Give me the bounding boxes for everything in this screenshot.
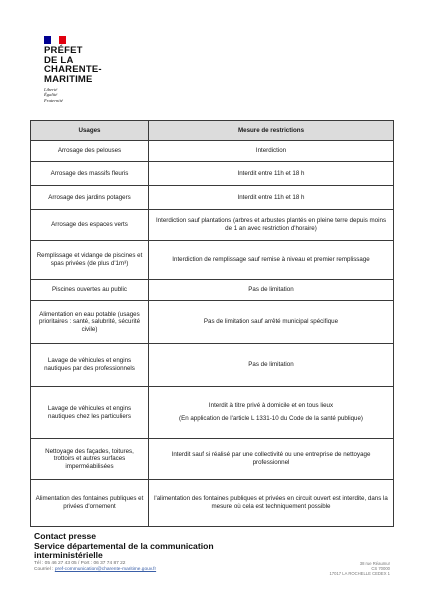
contact-service: Service départemental de la communication — [34, 540, 214, 551]
usage-cell: Alimentation en eau potable (usages prioritaires : santé, salubrité, sécurité civile) — [31, 301, 149, 344]
usage-cell: Alimentation des fontaines publiques et privées d'ornement — [31, 480, 149, 527]
motto-line: Liberté — [44, 87, 58, 92]
usage-cell: Piscines ouvertes au public — [31, 280, 149, 301]
measure-cell — [149, 387, 394, 439]
measure-cell: l'alimentation des fontaines publiques et privées en circuit ouvert est interdite, dans la mesure où cela est techniquement possible — [149, 480, 394, 527]
usage-cell: Arrosage des espaces verts — [31, 210, 149, 241]
motto-line: Fraternité — [44, 97, 63, 103]
prefecture-address — [329, 561, 390, 577]
header-usages: Usages — [31, 121, 149, 141]
table-row — [31, 186, 394, 210]
measure-cell: Interdiction de remplissage sauf remise à niveau et premier remplissage — [149, 241, 394, 280]
measure-cell: Interdiction sauf plantations (arbres et arbustes plantés en pleine terre depuis moins de 1 an avec restriction d'horaire) — [149, 210, 394, 241]
table-row — [31, 210, 394, 241]
measure-cell: Interdit entre 11h et 18 h — [149, 186, 394, 210]
address-line: 38 rue Réaumur — [359, 561, 390, 566]
measure-cell: Interdiction — [149, 141, 394, 162]
usage-cell: Arrosage des massifs fleuris — [31, 162, 149, 186]
table-row — [31, 439, 394, 480]
usage-cell: Remplissage et vidange de piscines et spas privées (de plus d'1m³) — [31, 241, 149, 280]
email-link[interactable]: pref-communication@charente-maritime.gouv.fr — [54, 566, 157, 572]
motto-line: Égalité — [44, 92, 58, 98]
table-row — [31, 280, 394, 301]
flag-stripe-red — [59, 36, 66, 44]
usage-cell: Lavage de véhicules et engins nautiques chez les particuliers — [31, 387, 149, 439]
measure-legal-note: (En application de l'article L 1331-10 du Code de la santé publique) — [179, 415, 363, 422]
address-line: 17017 LA ROCHELLE CEDEX 1 — [329, 571, 390, 577]
measure-cell: Pas de limitation — [149, 280, 394, 301]
usage-cell: Arrosage des pelouses — [31, 141, 149, 162]
measure-main-text: Interdit à titre privé à domicile et en tous lieux — [208, 402, 334, 410]
measure-cell: Pas de limitation — [149, 344, 394, 387]
table-row — [31, 241, 394, 280]
french-flag-icon — [44, 36, 66, 44]
contact-title: Contact presse — [34, 531, 97, 541]
usage-cell: Nettoyage des façades, toitures, trottoirs et autres surfaces imperméabilisées — [31, 439, 149, 480]
table-row — [31, 162, 394, 186]
restrictions-table — [30, 120, 394, 527]
table-row — [31, 480, 394, 527]
contact-service: interministérielle — [34, 550, 103, 561]
measure-cell: Pas de limitation sauf arrêté municipal spécifique — [149, 301, 394, 344]
flag-stripe-blue — [44, 36, 51, 44]
address-line: CS 70000 — [371, 566, 390, 572]
contact-email-line — [34, 567, 214, 573]
republic-motto — [44, 87, 164, 103]
press-contact — [34, 532, 214, 573]
flag-stripe-white — [51, 36, 58, 44]
table-row — [31, 387, 394, 439]
email-label: Courriel : — [34, 566, 54, 572]
measure-cell: Interdit entre 11h et 18 h — [149, 162, 394, 186]
table-row — [31, 344, 394, 387]
usage-cell: Arrosage des jardins potagers — [31, 186, 149, 210]
measure-cell: Interdit sauf si réalisé par une collectivité ou une entreprise de nettoyage professionnel — [149, 439, 394, 480]
usage-cell: Lavage de véhicules et engins nautiques par des professionnels — [31, 344, 149, 387]
header-restrictions: Mesure de restrictions — [149, 121, 394, 141]
table-row — [31, 141, 394, 162]
prefecture-name-line: PRÉFET — [44, 45, 83, 56]
table-row — [31, 301, 394, 344]
contact-phone: Tél : 05 46 27 43 05 / Port : 06 37 74 87 22 — [34, 560, 126, 566]
prefecture-logo — [44, 36, 164, 103]
table-header-row — [31, 121, 394, 141]
prefecture-name-line: CHARENTE- — [44, 64, 102, 75]
prefecture-name-line: MARITIME — [44, 73, 93, 85]
prefecture-name-line: DE LA — [44, 54, 74, 66]
